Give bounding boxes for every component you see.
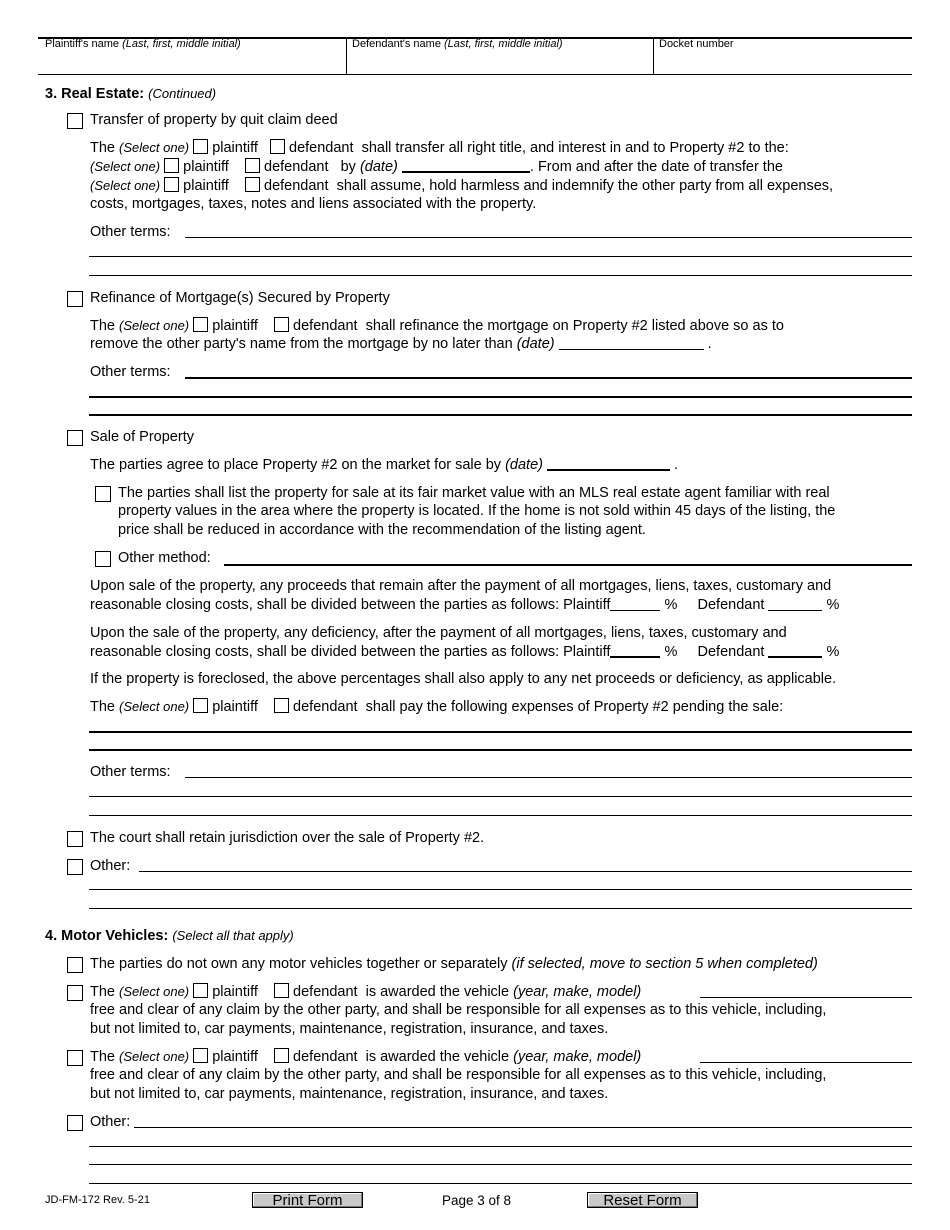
vehicle-1-defendant-checkbox[interactable] <box>274 983 289 998</box>
section-4-other-field[interactable] <box>134 1127 912 1128</box>
foreclosure-note: If the property is foreclosed, the above percentages shall also apply to any net proceeds or deficiency, as applicable. <box>90 671 837 687</box>
refinance-checkbox[interactable] <box>67 291 83 307</box>
mls-listing-line-3: price shall be reduced in accordance with the recommendation of the listing agent. <box>118 522 646 538</box>
retain-jurisdiction-checkbox[interactable] <box>67 831 83 847</box>
vehicle-1-line-3: but not limited to, car payments, maintenance, registration, insurance, and taxes. <box>90 1021 609 1037</box>
sale-of-property-checkbox[interactable] <box>67 430 83 446</box>
refinance-other-terms-line[interactable] <box>89 414 912 416</box>
section-4-other-label: Other: <box>90 1114 131 1130</box>
quitclaim-other-terms-line[interactable] <box>89 256 912 257</box>
no-vehicles-checkbox[interactable] <box>67 957 83 973</box>
sale-other-terms-line[interactable] <box>89 815 912 816</box>
section-4-other-line[interactable] <box>89 1164 912 1165</box>
quitclaim-transferee-plaintiff-checkbox[interactable] <box>164 158 179 173</box>
vehicle-2-defendant-checkbox[interactable] <box>274 1048 289 1063</box>
retain-jurisdiction-label: The court shall retain jurisdiction over the sale of Property #2. <box>90 830 485 846</box>
sale-other-terms-label: Other terms: <box>90 764 171 780</box>
plaintiff-name-field[interactable] <box>40 52 344 72</box>
quitclaim-other-terms-line[interactable] <box>89 275 912 276</box>
proceeds-defendant-pct-field[interactable] <box>768 598 822 611</box>
quitclaim-date-field[interactable] <box>402 159 530 173</box>
section-3-other-field[interactable] <box>139 871 912 872</box>
quitclaim-checkbox[interactable] <box>67 113 83 129</box>
vehicle-2-checkbox[interactable] <box>67 1050 83 1066</box>
header-divider <box>346 38 347 74</box>
proceeds-line-1: Upon sale of the property, any proceeds that remain after the payment of all mortgages, liens, taxes, customary and <box>90 578 832 594</box>
quitclaim-other-terms-label: Other terms: <box>90 224 171 240</box>
other-method-checkbox[interactable] <box>95 551 111 567</box>
defendant-name-field[interactable] <box>348 52 651 72</box>
section-3-other-checkbox[interactable] <box>67 859 83 875</box>
section-3-heading: 3. Real Estate: (Continued) <box>45 86 217 102</box>
sale-other-terms-line[interactable] <box>89 796 912 797</box>
quitclaim-other-terms-field[interactable] <box>185 237 912 238</box>
refinance-label: Refinance of Mortgage(s) Secured by Property <box>90 290 390 306</box>
pending-expenses-line-field[interactable] <box>89 749 912 751</box>
header-divider <box>653 38 654 74</box>
section-4-other-line[interactable] <box>89 1146 912 1147</box>
deficiency-defendant-pct-field[interactable] <box>768 644 822 658</box>
sale-of-property-label: Sale of Property <box>90 429 194 445</box>
proceeds-plaintiff-pct-field[interactable] <box>610 598 660 611</box>
quitclaim-line-2: (Select one) plaintiff defendant by (date) . From and after the date of transfer the <box>90 159 783 175</box>
quitclaim-assume-defendant-checkbox[interactable] <box>245 177 260 192</box>
page-number: Page 3 of 8 <box>442 1193 512 1208</box>
quitclaim-assume-plaintiff-checkbox[interactable] <box>164 177 179 192</box>
refinance-other-terms-label: Other terms: <box>90 364 171 380</box>
mls-listing-checkbox[interactable] <box>95 486 111 502</box>
sale-other-terms-field[interactable] <box>185 777 912 778</box>
other-method-field[interactable] <box>224 564 912 566</box>
reset-form-button[interactable]: Reset Form <box>587 1192 698 1208</box>
sale-market-line: The parties agree to place Property #2 on the market for sale by (date) . <box>90 457 679 473</box>
deficiency-plaintiff-pct-field[interactable] <box>610 644 660 658</box>
docket-number-label: Docket number <box>659 38 734 50</box>
vehicle-2-description-field[interactable] <box>700 1062 912 1063</box>
refinance-other-terms-field[interactable] <box>185 377 912 379</box>
quitclaim-label: Transfer of property by quit claim deed <box>90 112 338 128</box>
quitclaim-line-4: costs, mortgages, taxes, notes and liens associated with the property. <box>90 196 537 212</box>
quitclaim-line-1: The (Select one) plaintiff defendant shall transfer all right title, and interest in and to Property #2 to the: <box>90 140 789 156</box>
section-4-other-checkbox[interactable] <box>67 1115 83 1131</box>
vehicle-2-line-2: free and clear of any claim by the other party, and shall be responsible for all expenses as to this vehicle, including, <box>90 1067 827 1083</box>
quitclaim-transferor-defendant-checkbox[interactable] <box>270 139 285 154</box>
vehicle-1-plaintiff-checkbox[interactable] <box>193 983 208 998</box>
vehicle-1-checkbox[interactable] <box>67 985 83 1001</box>
pending-expenses-line-field[interactable] <box>89 731 912 733</box>
print-form-button[interactable]: Print Form <box>252 1192 363 1208</box>
vehicle-2-line-1: The (Select one) plaintiff defendant is awarded the vehicle (year, make, model) <box>90 1049 642 1065</box>
refinance-other-terms-line[interactable] <box>89 396 912 398</box>
pending-expenses-line: The (Select one) plaintiff defendant shall pay the following expenses of Property #2 pending the sale: <box>90 699 784 715</box>
proceeds-line-2: reasonable closing costs, shall be divided between the parties as follows: Plaintiff % Defendant % <box>90 597 840 613</box>
defendant-name-label: Defendant's name (Last, first, middle initial) <box>352 38 563 50</box>
section-3-other-line[interactable] <box>89 889 912 890</box>
section-3-other-label: Other: <box>90 858 131 874</box>
plaintiff-name-label: Plaintiff's name (Last, first, middle initial) <box>45 38 241 50</box>
vehicle-2-line-3: but not limited to, car payments, maintenance, registration, insurance, and taxes. <box>90 1086 609 1102</box>
mls-listing-line-1: The parties shall list the property for sale at its fair market value with an MLS real estate agent familiar with real <box>118 485 830 501</box>
no-vehicles-label: The parties do not own any motor vehicles together or separately (if selected, move to section 5 when completed) <box>90 956 818 972</box>
refinance-date-field[interactable] <box>559 337 704 350</box>
quitclaim-transferee-defendant-checkbox[interactable] <box>245 158 260 173</box>
refinance-line-1: The (Select one) plaintiff defendant shall refinance the mortgage on Property #2 listed above so as to <box>90 318 784 334</box>
expenses-defendant-checkbox[interactable] <box>274 698 289 713</box>
quitclaim-line-3: (Select one) plaintiff defendant shall assume, hold harmless and indemnify the other party from all expenses, <box>90 178 834 194</box>
vehicle-2-plaintiff-checkbox[interactable] <box>193 1048 208 1063</box>
sale-market-date-field[interactable] <box>547 457 670 471</box>
mls-listing-line-2: property values in the area where the property is located. If the home is not sold within 45 days of the listing, the <box>118 503 836 519</box>
section-4-heading: 4. Motor Vehicles: (Select all that apply) <box>45 928 294 944</box>
deficiency-line-1: Upon the sale of the property, any deficiency, after the payment of all mortgages, liens, taxes, customary and <box>90 625 787 641</box>
refinance-plaintiff-checkbox[interactable] <box>193 317 208 332</box>
refinance-line-2: remove the other party's name from the mortgage by no later than (date) . <box>90 336 712 352</box>
section-4-other-line[interactable] <box>89 1183 912 1184</box>
header-bottom-rule <box>38 74 912 75</box>
other-method-label: Other method: <box>118 550 211 566</box>
docket-number-field[interactable] <box>655 52 910 72</box>
refinance-defendant-checkbox[interactable] <box>274 317 289 332</box>
quitclaim-transferor-plaintiff-checkbox[interactable] <box>193 139 208 154</box>
section-3-other-line[interactable] <box>89 908 912 909</box>
deficiency-line-2: reasonable closing costs, shall be divided between the parties as follows: Plaintiff % Defendant % <box>90 644 840 660</box>
vehicle-1-line-1: The (Select one) plaintiff defendant is awarded the vehicle (year, make, model) <box>90 984 642 1000</box>
vehicle-1-description-field[interactable] <box>700 997 912 998</box>
expenses-plaintiff-checkbox[interactable] <box>193 698 208 713</box>
vehicle-1-line-2: free and clear of any claim by the other party, and shall be responsible for all expenses as to this vehicle, including, <box>90 1002 827 1018</box>
form-id: JD-FM-172 Rev. 5-21 <box>45 1194 150 1206</box>
